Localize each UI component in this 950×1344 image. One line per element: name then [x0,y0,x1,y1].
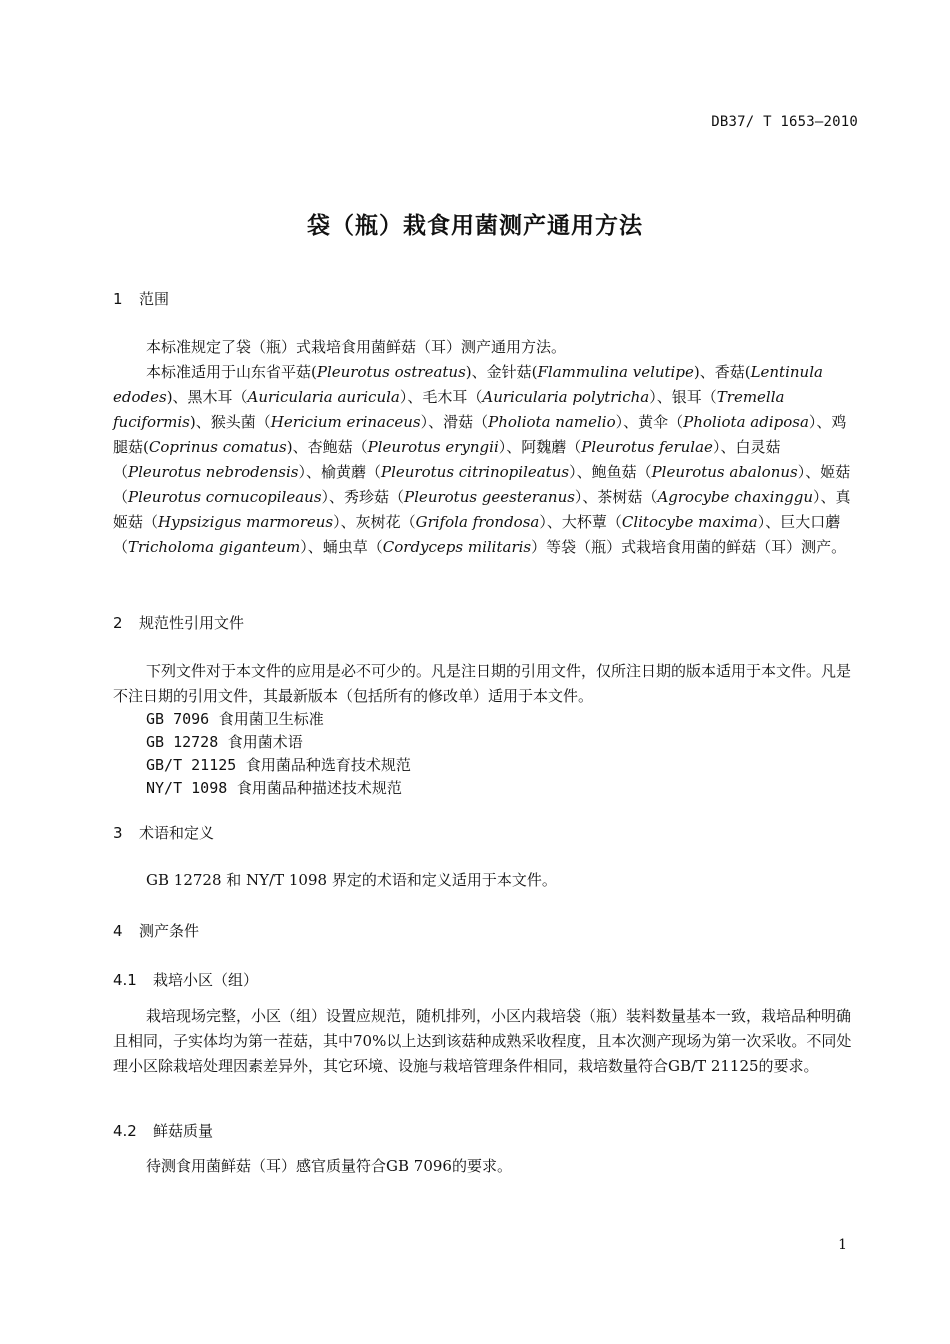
section-4-1-paragraph-1: 栽培现场完整，小区（组）设置应规范，随机排列，小区内栽培袋（瓶）装料数量基本一致，栽培品种明确且相同，子实体均为第一茬菇，其中70%以上达到该菇种成熟采收程度，且本次测产现场为第一次采收。不同处理小区除栽培处理因素差异外，其它环境、设施与栽培管理条件相同，栽培数量符合GB/T 21125的要求。 [113,1007,852,1075]
species-text: ）、茶树菇（ [574,488,658,506]
species-latin-name: Pleurotus eryngii [367,438,499,456]
species-latin-name: Pleurotus ostreatus [316,363,466,381]
reference-code: GB 7096 [146,710,210,728]
section-1-paragraph-2 [113,360,861,560]
species-text: ）、黄伞（ [615,413,684,431]
species-text: ）、毛木耳（ [399,388,483,406]
section-title: 规范性引用文件 [139,614,245,632]
species-text: ）、秀珍菇（ [321,488,405,506]
section-4-1-heading [113,969,258,990]
section-number: 1 [113,290,123,308]
species-latin-name: Pleurotus ferulae [581,438,713,456]
document-title: 袋（瓶）栽食用菌测产通用方法 [307,213,643,239]
standard-number: DB37/ T 1653—2010 [711,114,858,130]
reference-name: 食用菌品种选育技术规范 [245,756,411,774]
species-latin-name: Pleurotus nebrodensis [128,463,299,481]
section-title: 鲜菇质量 [153,1122,214,1140]
section-number: 3 [113,824,123,842]
section-3-heading [113,822,214,843]
species-text: ）、鸡腿菇( [113,413,847,456]
species-text: 本标准适用于山东省平菇( [146,363,317,381]
section-4-2-heading [113,1120,213,1141]
species-text: ）、蛹虫草（ [300,538,383,556]
species-text: )、香菇( [693,363,751,381]
species-latin-name: Cordyceps militaris [382,538,532,556]
reference-item [146,731,303,754]
species-text: ）、鲍鱼菇（ [569,463,652,481]
section-title: 栽培小区（组） [153,971,259,989]
species-text: )、杏鲍菇（ [286,438,368,456]
reference-code: GB/T 21125 [146,756,237,774]
section-2-heading [113,612,244,633]
species-text: )、金针菇( [465,363,538,381]
reference-item [146,754,411,777]
section-number: 4 [113,922,123,940]
species-latin-name: Hericium erinaceus [270,413,421,431]
section-4-2-paragraph-1: 待测食用菌鲜菇（耳）感官质量符合GB 7096的要求。 [146,1157,512,1175]
reference-name: 食用菌卫生标准 [218,710,324,728]
species-text: ）、灰树花（ [333,513,416,531]
reference-code: NY/T 1098 [146,779,228,797]
page-number: 1 [838,1237,847,1253]
species-text: ）、银耳（ [649,388,717,406]
reference-name: 食用菌品种描述技术规范 [236,779,402,797]
reference-code: GB 12728 [146,733,219,751]
species-latin-name: Coprinus comatus [148,438,287,456]
species-text: ）、大杯蕈（ [539,513,622,531]
species-latin-name: Pleurotus citrinopileatus [381,463,570,481]
section-title: 测产条件 [139,922,200,940]
species-latin-name: Lentinula edodes [113,363,823,406]
species-text: )、黑木耳（ [166,388,248,406]
species-text: ）、榆黄蘑（ [298,463,381,481]
species-text: ）、滑菇（ [420,413,489,431]
species-latin-name: Auricularia auricula [247,388,400,406]
species-latin-name: Tricholoma giganteum [128,538,301,556]
species-text: )、猴头菌（ [189,413,271,431]
species-latin-name: Hypsizigus marmoreus [158,513,334,531]
section-number: 4.1 [113,971,137,989]
section-title: 范围 [139,290,170,308]
species-text: ）、白灵菇（ [113,438,781,481]
species-text: ）、姬菇（ [113,463,851,506]
section-4-heading [113,920,199,941]
species-latin-name: Flammulina velutipe [537,363,694,381]
species-latin-name: Pholiota adiposa [683,413,809,431]
section-1-heading [113,288,169,309]
species-latin-name: Pleurotus cornucopileaus [128,488,322,506]
species-text: ）、真姬菇（ [113,488,851,531]
species-latin-name: Pholiota namelio [488,413,616,431]
section-number: 2 [113,614,123,632]
reference-item [146,708,324,731]
species-latin-name: Grifola frondosa [415,513,540,531]
reference-name: 食用菌术语 [227,733,303,751]
section-number: 4.2 [113,1122,137,1140]
species-latin-name: Pleurotus geesteranus [404,488,575,506]
species-text: ）、阿魏蘑（ [498,438,582,456]
species-text: ）等袋（瓶）式栽培食用菌的鲜菇（耳）测产。 [531,538,847,556]
species-latin-name: Auricularia polytricha [482,388,650,406]
species-text: ）、巨大口蘑（ [113,513,841,556]
section-2-paragraph-1: 下列文件对于本文件的应用是必不可少的。凡是注日期的引用文件，仅所注日期的版本适用于本文件。凡是不注日期的引用文件，其最新版本（包括所有的修改单）适用于本文件。 [113,662,852,705]
section-title: 术语和定义 [139,824,215,842]
species-latin-name: Pleurotus abalonus [651,463,798,481]
species-latin-name: Clitocybe maxima [621,513,758,531]
species-latin-name: Tremella fuciformis [113,388,785,431]
section-1-paragraph-1: 本标准规定了袋（瓶）式栽培食用菌鲜菇（耳）测产通用方法。 [146,338,567,356]
section-3-paragraph-1: GB 12728 和 NY/T 1098 界定的术语和定义适用于本文件。 [146,871,557,889]
species-latin-name: Agrocybe chaxinggu [657,488,813,506]
reference-item [146,777,402,800]
